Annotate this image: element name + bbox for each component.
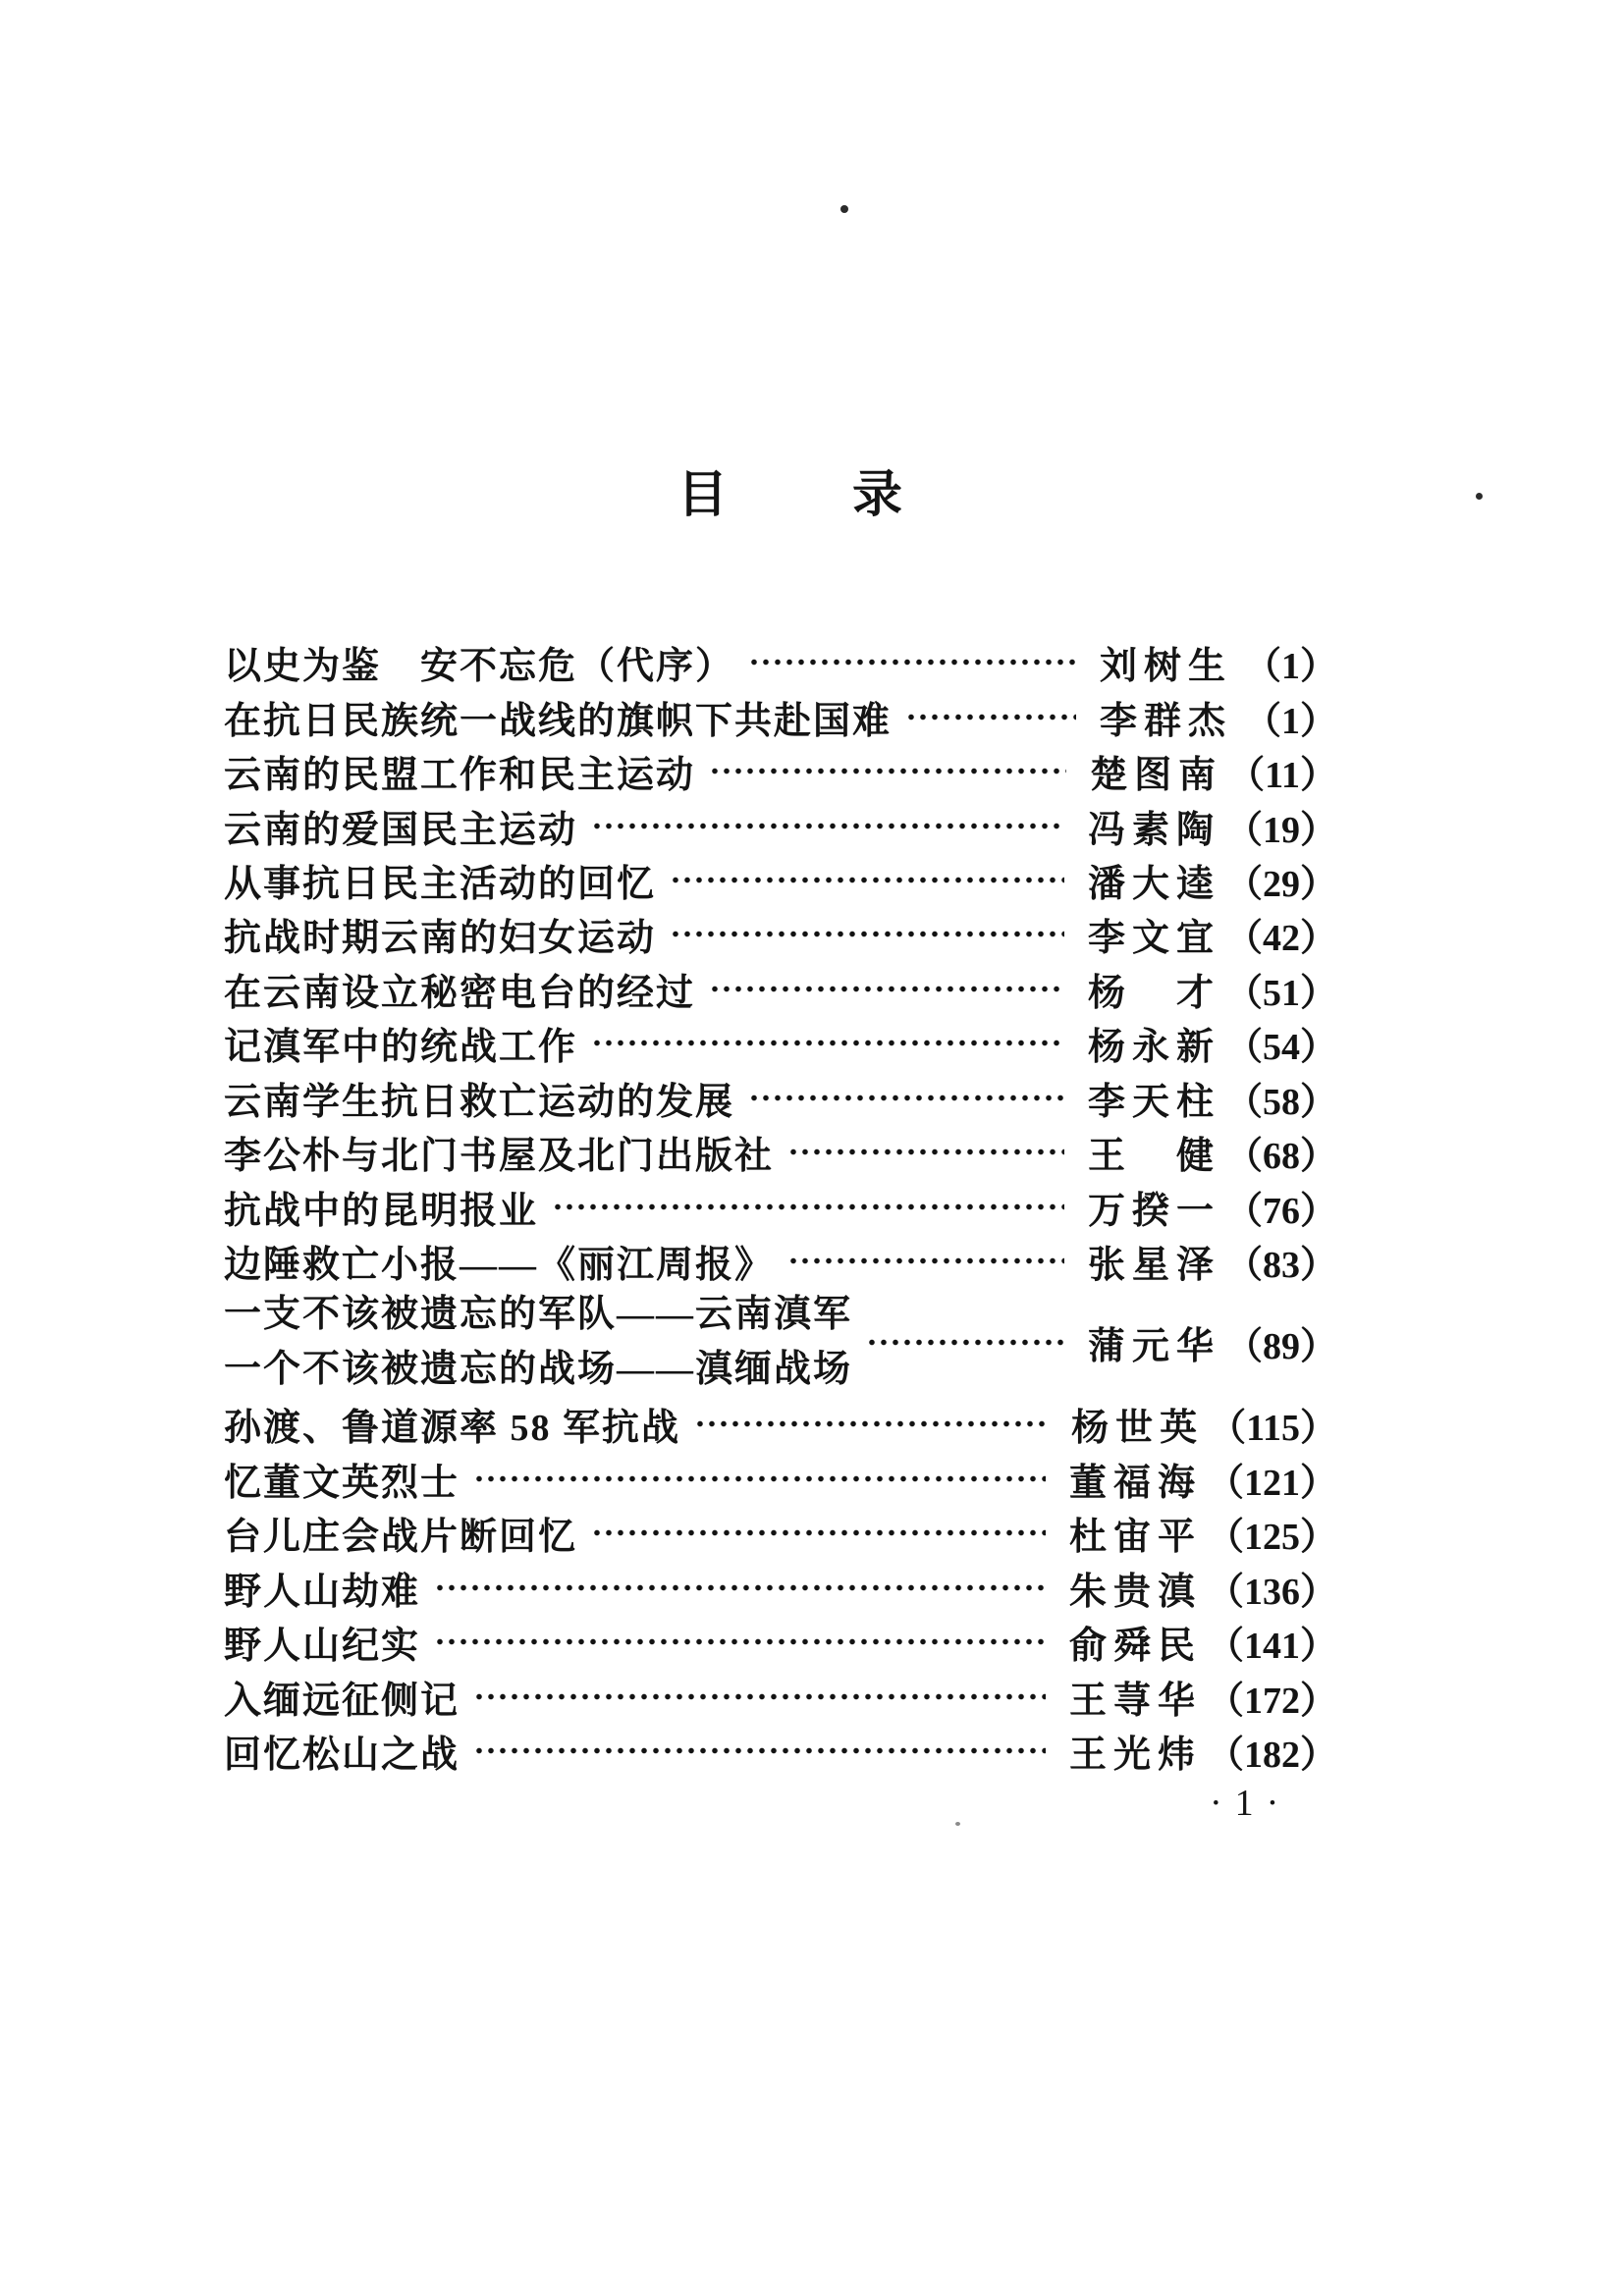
toc-entry xyxy=(224,962,1337,1016)
entry-title: 从事抗日民主活动的回忆 xyxy=(224,863,657,905)
entry-author: 李天柱 xyxy=(1087,1081,1220,1123)
entry-page: （19） xyxy=(1224,809,1337,851)
entry-page: （141） xyxy=(1206,1626,1337,1668)
leader-dots xyxy=(591,1016,1064,1070)
entry-title: 抗战时期云南的妇女运动 xyxy=(224,918,657,960)
entry-author: 杜宙平 xyxy=(1068,1517,1202,1559)
entry-title: 记滇军中的统战工作 xyxy=(224,1027,578,1069)
entry-title: 以史为鉴 安不忘危（代序） xyxy=(224,646,735,688)
entry-author: 李文宜 xyxy=(1087,918,1220,960)
entry-author: 董福海 xyxy=(1068,1462,1202,1504)
toc-entry xyxy=(224,798,1337,852)
toc-entry xyxy=(224,1016,1337,1070)
entry-page: （172） xyxy=(1206,1680,1337,1722)
entry-page: （182） xyxy=(1206,1734,1337,1776)
page-title: 目 录 xyxy=(677,468,941,524)
scan-speck xyxy=(840,205,848,213)
entry-page: （136） xyxy=(1206,1571,1337,1613)
entry-page: （42） xyxy=(1224,918,1337,960)
leader-dots xyxy=(748,1071,1064,1125)
page-number-footer: ·1· xyxy=(1210,1783,1292,1824)
toc-entry xyxy=(224,1506,1337,1560)
entry-page: （121） xyxy=(1206,1462,1337,1504)
entry-author: 杨永新 xyxy=(1087,1027,1220,1069)
entry-title: 野人山纪实 xyxy=(224,1626,421,1668)
entry-title: 云南的民盟工作和民主运动 xyxy=(224,755,696,797)
leader-dots xyxy=(694,1397,1048,1451)
entry-title: 在抗日民族统一战线的旗帜下共赴国难 xyxy=(224,700,893,742)
toc-entry xyxy=(224,744,1337,798)
entry-title xyxy=(224,1288,852,1397)
entry-author: 杨 才 xyxy=(1087,972,1220,1014)
toc-list xyxy=(224,635,1337,1778)
leader-dots xyxy=(787,1125,1064,1179)
leader-dots xyxy=(709,962,1064,1016)
leader-dots xyxy=(905,689,1076,743)
entry-page: （68） xyxy=(1224,1136,1337,1178)
toc-entry xyxy=(224,1071,1337,1125)
toc-entry xyxy=(224,1397,1337,1451)
leader-dots xyxy=(670,907,1064,961)
toc-entry xyxy=(224,1234,1337,1288)
entry-author: 王荨华 xyxy=(1068,1680,1202,1722)
entry-page: （76） xyxy=(1224,1190,1337,1232)
entry-title: 回忆松山之战 xyxy=(224,1734,460,1776)
leader-dots xyxy=(591,798,1064,852)
entry-author: 刘树生 xyxy=(1100,646,1233,688)
entry-page: （54） xyxy=(1224,1027,1337,1069)
entry-page: （51） xyxy=(1224,972,1337,1014)
entry-page: （11） xyxy=(1227,755,1337,797)
entry-title-line: 一支不该被遗忘的军队——云南滇军 xyxy=(224,1294,853,1336)
toc-entry xyxy=(224,689,1337,743)
entry-title: 野人山劫难 xyxy=(224,1571,421,1613)
entry-page: （83） xyxy=(1224,1245,1337,1287)
entry-author: 蒲元华 xyxy=(1087,1326,1220,1368)
toc-entry xyxy=(224,1669,1337,1723)
leader-dots xyxy=(591,1506,1046,1560)
entry-title: 边陲救亡小报——《丽江周报》 xyxy=(224,1245,775,1287)
toc-entry xyxy=(224,1125,1337,1179)
entry-title: 台儿庄会战片断回忆 xyxy=(224,1517,578,1559)
entry-page: （115） xyxy=(1209,1408,1337,1450)
leader-dots xyxy=(473,1724,1046,1778)
leader-dots xyxy=(670,853,1064,907)
entry-title: 在云南设立秘密电台的经过 xyxy=(224,972,696,1014)
entry-title: 入缅远征侧记 xyxy=(224,1680,460,1722)
entry-author: 冯素陶 xyxy=(1087,809,1220,851)
entry-page: （29） xyxy=(1224,863,1337,905)
leader-dots xyxy=(434,1560,1046,1614)
entry-title: 孙渡、鲁道源率 58 军抗战 xyxy=(224,1408,681,1450)
leader-dots xyxy=(552,1179,1064,1233)
toc-entry xyxy=(224,1179,1337,1233)
entry-author: 万揆一 xyxy=(1087,1190,1220,1232)
leader-dots xyxy=(866,1288,1064,1397)
entry-title: 抗战中的昆明报业 xyxy=(224,1190,539,1232)
toc-entry xyxy=(224,907,1337,961)
toc-entry xyxy=(224,1452,1337,1506)
entry-page: （89） xyxy=(1224,1326,1337,1368)
entry-page: （1） xyxy=(1243,700,1337,742)
entry-author: 楚图南 xyxy=(1090,755,1223,797)
scan-speck xyxy=(1476,493,1483,500)
entry-author: 潘大逵 xyxy=(1087,863,1220,905)
entry-title: 云南学生抗日救亡运动的发展 xyxy=(224,1081,735,1123)
toc-entry xyxy=(224,1615,1337,1669)
entry-author: 俞舜民 xyxy=(1068,1626,1202,1668)
leader-dots xyxy=(709,744,1066,798)
toc-entry xyxy=(224,1288,1337,1397)
leader-dots xyxy=(787,1234,1064,1288)
scan-speck xyxy=(955,1822,960,1826)
entry-author: 张星泽 xyxy=(1087,1245,1220,1287)
leader-dots xyxy=(473,1669,1046,1723)
toc-entry xyxy=(224,635,1337,689)
entry-title-line: 一个不该被遗忘的战场——滇缅战场 xyxy=(224,1348,853,1390)
toc-entry xyxy=(224,1560,1337,1614)
entry-author: 王 健 xyxy=(1087,1136,1220,1178)
entry-page: （58） xyxy=(1224,1081,1337,1123)
leader-dots xyxy=(434,1615,1046,1669)
entry-page: （125） xyxy=(1206,1517,1337,1559)
entry-title: 李公朴与北门书屋及北门出版社 xyxy=(224,1136,775,1178)
entry-title: 云南的爱国民主运动 xyxy=(224,809,578,851)
entry-author: 李群杰 xyxy=(1100,700,1233,742)
leader-dots xyxy=(473,1452,1046,1506)
entry-author: 王光炜 xyxy=(1068,1734,1202,1776)
entry-author: 朱贵滇 xyxy=(1068,1571,1202,1613)
toc-entry xyxy=(224,1724,1337,1778)
leader-dots xyxy=(748,635,1076,689)
toc-entry xyxy=(224,853,1337,907)
entry-title: 忆董文英烈士 xyxy=(224,1462,460,1504)
entry-author: 杨世英 xyxy=(1071,1408,1205,1450)
entry-page: （1） xyxy=(1243,646,1337,688)
